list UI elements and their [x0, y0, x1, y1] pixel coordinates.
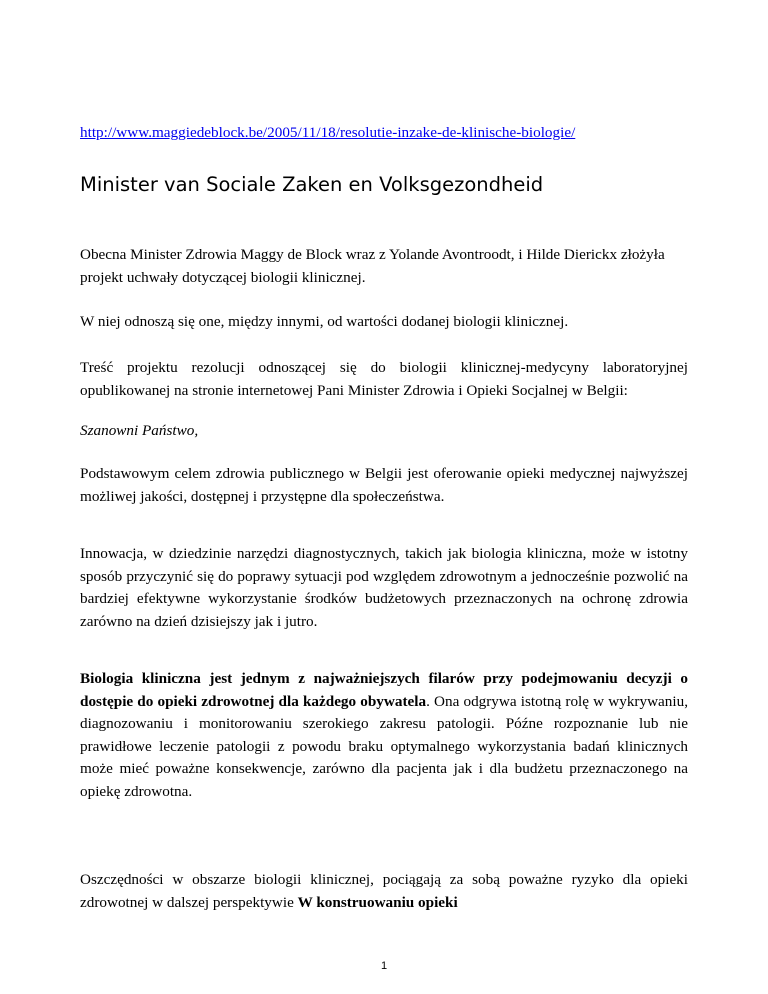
paragraph-goal: Podstawowym celem zdrowia publicznego w Belgii jest oferowanie opieki medycznej najwyższej możliwej jakości, dostępnej i przystępne dla społeczeństwa. — [80, 465, 688, 505]
savings-text: Oszczędności w obszarze biologii klinicznej, pociągają za sobą poważne ryzyko dla opieki zdrowotnej w dalszej perspektywie — [80, 871, 688, 911]
paragraph-savings — [80, 869, 688, 914]
document-heading: Minister van Sociale Zaken en Volksgezondheid — [80, 173, 544, 196]
salutation: Szanowni Państwo, — [80, 422, 199, 439]
pillar-bold-text: Biologia kliniczna jest jednym z najważniejszych filarów przy podejmowaniu decyzji o dostępie do opieki zdrowotnej dla każdego obywatela — [80, 670, 688, 710]
savings-bold-text: W konstruowaniu opieki — [297, 893, 458, 911]
page-number: 1 — [380, 960, 388, 972]
paragraph-innovation: Innowacja, w dziedzinie narzędzi diagnostycznych, takich jak biologia kliniczna, może w istotny sposób przyczynić się do poprawy sytuacji pod względem zdrowotnym a jednocześnie pozwolić na bardziej efektywne wykorzystanie środków budżetowych przeznaczonych na ochronę zdrowia zarówno na dzień dzisiejszy jak i jutro. — [80, 545, 688, 630]
paragraph-pillar — [80, 668, 688, 803]
source-link[interactable]: http://www.maggiedeblock.be/2005/11/18/resolutie-inzake-de-klinische-biologie/ — [80, 124, 576, 141]
paragraph-value: W niej odnoszą się one, między innymi, od wartości dodanej biologii klinicznej. — [80, 313, 569, 330]
pillar-rest-text: . Ona odgrywa istotną rolę w wykrywaniu, diagnozowaniu i monitorowaniu szerokiego zakresu patologii. Późne rozpoznanie lub nie prawidłowe leczenie patologii z powodu braku optymalnego wykorzystania badań klinicznych może mieć poważne konsekwencje, zarówno dla pacjenta jak i dla budżetu przeznaczonego na opiekę zdrowotna. — [80, 692, 688, 800]
paragraph-intro: Obecna Minister Zdrowia Maggy de Block wraz z Yolande Avontroodt, i Hilde Dierickx złożyła projekt uchwały dotyczącej biologii klinicznej. — [80, 246, 665, 286]
paragraph-resolution: Treść projektu rezolucji odnoszącej się do biologii klinicznej-medycyny laboratoryjnej opublikowanej na stronie internetowej Pani Minister Zdrowia i Opieki Socjalnej w Belgii: — [80, 359, 688, 399]
